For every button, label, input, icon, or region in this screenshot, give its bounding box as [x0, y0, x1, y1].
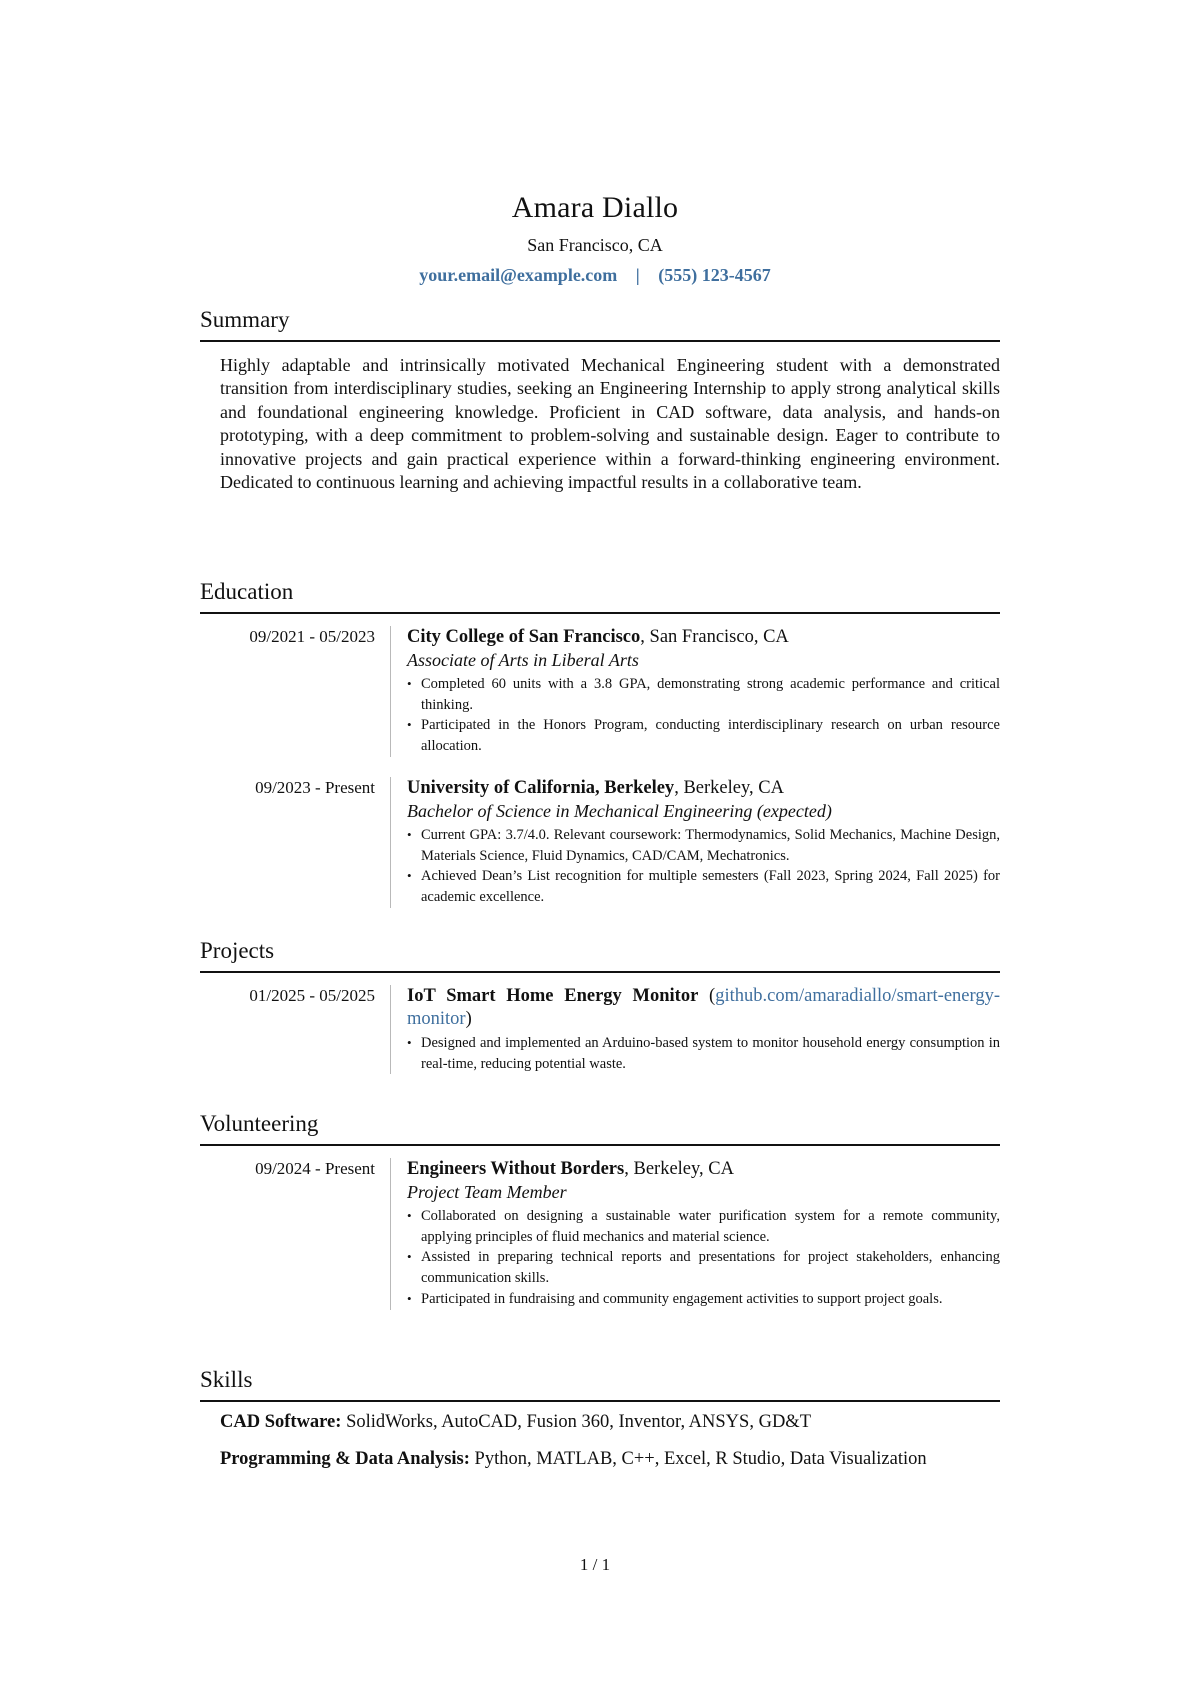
contact-line — [0, 264, 1190, 286]
skill-label: CAD Software: — [220, 1412, 342, 1432]
resume-header — [0, 190, 1190, 286]
entry-body — [390, 777, 1000, 908]
project-name: IoT Smart Home Energy Monitor — [407, 986, 699, 1006]
email-link[interactable]: your.email@example.com — [419, 265, 618, 285]
open-paren: ( — [698, 986, 716, 1006]
skill-label: Programming & Data Analysis: — [220, 1449, 470, 1469]
close-paren: ) — [465, 1009, 472, 1029]
project-entry — [200, 985, 1000, 1074]
bullet-list — [407, 825, 1000, 908]
skill-values: SolidWorks, AutoCAD, Fusion 360, Inventor, ANSYS, GD&T — [341, 1412, 811, 1432]
education-entry — [200, 777, 1000, 908]
candidate-name: Amara Diallo — [511, 191, 679, 224]
institution-name: University of California, Berkeley — [407, 777, 675, 798]
organization-location: , Berkeley, CA — [624, 1159, 735, 1179]
summary-text: Highly adaptable and intrinsically motivated Mechanical Engineering student with a demonstrated transition from interdisciplinary studies, seeking an Engineering Internship to apply strong analytical skills and foundational engineering knowledge. Proficient in CAD software, data analysis, and hands-on prototyping, with a deep commitment to problem-solving and sustainable design. Eager to contribute to innovative projects and gain practical experience within a forward-thinking engineering environment. Dedicated to continuous learning and achieving impactful results in a collaborative team. — [220, 355, 1000, 493]
summary-section — [200, 306, 1000, 494]
bullet-item: • Designed and implemented an Arduino-based system to monitor household energy consumption in real-time, reducing potential waste. — [407, 1033, 1000, 1074]
skills-section — [200, 1366, 1000, 1484]
section-divider — [200, 340, 1000, 342]
contact-separator: | — [635, 265, 640, 285]
phone-link[interactable]: (555) 123-4567 — [658, 265, 771, 285]
skill-line — [220, 1410, 1000, 1434]
entry-body — [390, 626, 1000, 757]
bullet-item: • Current GPA: 3.7/4.0. Relevant coursework: Thermodynamics, Solid Mechanics, Machine Design, Materials Science, Fluid Dynamics, CAD/CAM, Mechatronics. — [407, 825, 1000, 866]
institution-name: City College of San Francisco — [407, 627, 641, 647]
section-divider — [200, 1144, 1000, 1146]
education-section — [200, 578, 1000, 908]
bullet-item: • Participated in fundraising and community engagement activities to support project goals. — [407, 1289, 1000, 1310]
section-title-projects: Projects — [200, 938, 275, 963]
bullet-item: • Collaborated on designing a sustainable water purification system for a remote community, applying principles of fluid mechanics and material science. — [407, 1206, 1000, 1247]
bullet-item: • Achieved Dean’s List recognition for multiple semesters (Fall 2023, Spring 2024, Fall 2025) for academic excellence. — [407, 866, 1000, 907]
skills-list — [220, 1410, 1000, 1471]
entry-date: 09/2021 - 05/2023 — [249, 627, 375, 646]
candidate-location: San Francisco, CA — [527, 235, 663, 255]
section-title-volunteering: Volunteering — [200, 1111, 319, 1136]
section-title-skills: Skills — [200, 1367, 253, 1392]
entry-heading — [407, 626, 1000, 649]
entry-body — [390, 1158, 1000, 1310]
institution-location: , San Francisco, CA — [640, 627, 789, 647]
page-number: 1 / 1 — [579, 1555, 611, 1574]
entry-date: 09/2024 - Present — [255, 1159, 375, 1178]
skill-line — [220, 1447, 1000, 1471]
section-title-education: Education — [200, 579, 294, 604]
bullet-list — [407, 674, 1000, 757]
bullet-list — [407, 1206, 1000, 1310]
bullet-item: • Assisted in preparing technical reports and presentations for project stakeholders, enhancing communication skills. — [407, 1247, 1000, 1288]
entry-date: 09/2023 - Present — [255, 777, 375, 797]
bullet-item: • Completed 60 units with a 3.8 GPA, demonstrating strong academic performance and critical thinking. — [407, 674, 1000, 715]
entry-heading — [407, 777, 1000, 800]
volunteering-entry — [200, 1158, 1000, 1310]
section-divider — [200, 612, 1000, 614]
bullet-item: • Participated in the Honors Program, conducting interdisciplinary research on urban resource allocation. — [407, 715, 1000, 756]
role-title: Project Team Member — [407, 1182, 567, 1202]
entry-body — [390, 985, 1000, 1074]
organization-name: Engineers Without Borders — [407, 1159, 625, 1179]
entry-date: 01/2025 - 05/2025 — [249, 986, 375, 1005]
bullet-list — [407, 1033, 1000, 1074]
project-repo-link[interactable]: github.com/amaradiallo/smart-energy-monitor — [407, 986, 1000, 1029]
education-entry — [200, 626, 1000, 757]
degree-title: Bachelor of Science in Mechanical Engineering (expected) — [407, 800, 832, 821]
section-title-summary: Summary — [200, 307, 290, 332]
entry-heading — [407, 1158, 1000, 1181]
entry-heading — [407, 985, 1000, 1031]
volunteering-section — [200, 1110, 1000, 1310]
skill-values: Python, MATLAB, C++, Excel, R Studio, Data Visualization — [469, 1449, 927, 1469]
projects-section — [200, 937, 1000, 1074]
degree-title: Associate of Arts in Liberal Arts — [407, 650, 639, 670]
institution-location: , Berkeley, CA — [674, 777, 784, 798]
section-divider — [200, 971, 1000, 973]
section-divider — [200, 1400, 1000, 1402]
